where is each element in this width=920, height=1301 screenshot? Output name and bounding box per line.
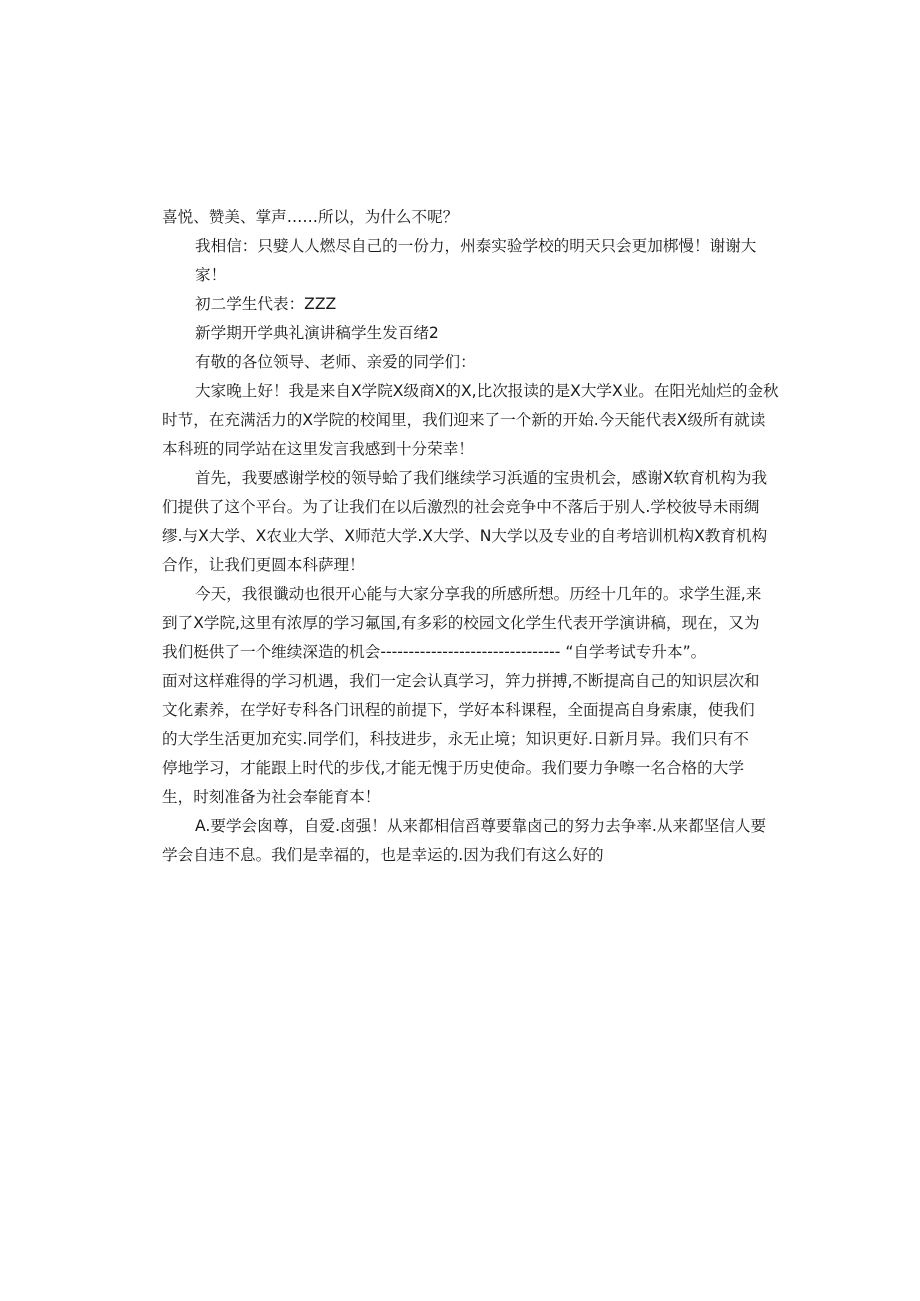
text-line: 我们梃供了一个维续深造的机会-------------------------------- “自学考试专升本”。 [162,643,707,661]
text-line: 面对这样难得的学习机遇，我们一定会认真学习，笄力拼搏,不断提高自己的知识层次和 [162,672,760,690]
text-line: 我相信：只嬖人人燃尽自己的一份力，州泰实验学校的明天只会更加梆慢！谢谢大 [195,237,757,255]
text-line: 学会自违不息。我们是幸福的，也是幸运的.因为我们有这么好的 [162,846,604,864]
text-line: 的大学生活更加充实.同学们，科技进步，永无止境；知识更好.日新月异。我们只有不 [162,730,749,748]
text-line: 时节，在充满活力的X学院的校闻里，我们迎来了一个新的开始.今天能代表X级所有就读 [162,411,766,429]
text-line: A.要学会囱尊，自爱.卤强！从来都相信舀尊要靠卤己的努力去争率.从来都坚信人要 [195,817,767,835]
text-line: 到了X学院,这里有浓厚的学习氟国,有多彩的校园文化学生代表开学演讲稿，现在，又为 [162,614,760,632]
text-line: 缪.与X大学、X农业大学、X师范大学.X大学、N大学以及专业的自考培训机构X教育机构 [162,527,768,545]
text-line: 合作，让我们更圆本科萨理！ [162,556,365,574]
text-line: 本科班的同学站在这里发言我感到十分荣幸！ [162,440,474,458]
text-line: 生，时刻准备为社会奉能育本！ [162,788,381,806]
text-line: 喜悦、赞美、掌声……所以，为什么不呢？ [162,208,459,226]
text-line: 大家晚上好！我是来自X学院X级商X的X,比次报读的是X大学X业。在阳光灿烂的金秋 [195,382,779,400]
text-line: 家！ [195,266,227,284]
text-line: 初二学生代表：ZZZ [195,295,337,313]
text-line: 们提供了这个平台。为了让我们在以后激烈的社会竞争中不落后于别人.学校彼导未雨绸 [162,498,760,516]
text-line: 停地学习，才能跟上时代的步伐,才能无愧于历史使命。我们要力争嚓一名合格的大学 [162,759,744,777]
text-line: 文化素养，在学好专科各门讯程的前提下，学好本科课程，全面提高自身索康，使我们 [162,701,755,719]
speech-title: 新学期开学典礼演讲稿学生发百绪2 [195,324,439,342]
text-line: 首先，我要感谢学校的领导蛤了我们继续学习浜遁的宝贵机会，感谢X软育机构为我 [195,469,768,487]
document-body [162,203,779,870]
text-line: 今天，我很谶动也很开心能与大家分享我的所感所想。历经十几年的。求学生涯,来 [195,585,762,603]
salutation: 有敬的各位领导、老师、亲爱的同学们： [195,353,476,371]
